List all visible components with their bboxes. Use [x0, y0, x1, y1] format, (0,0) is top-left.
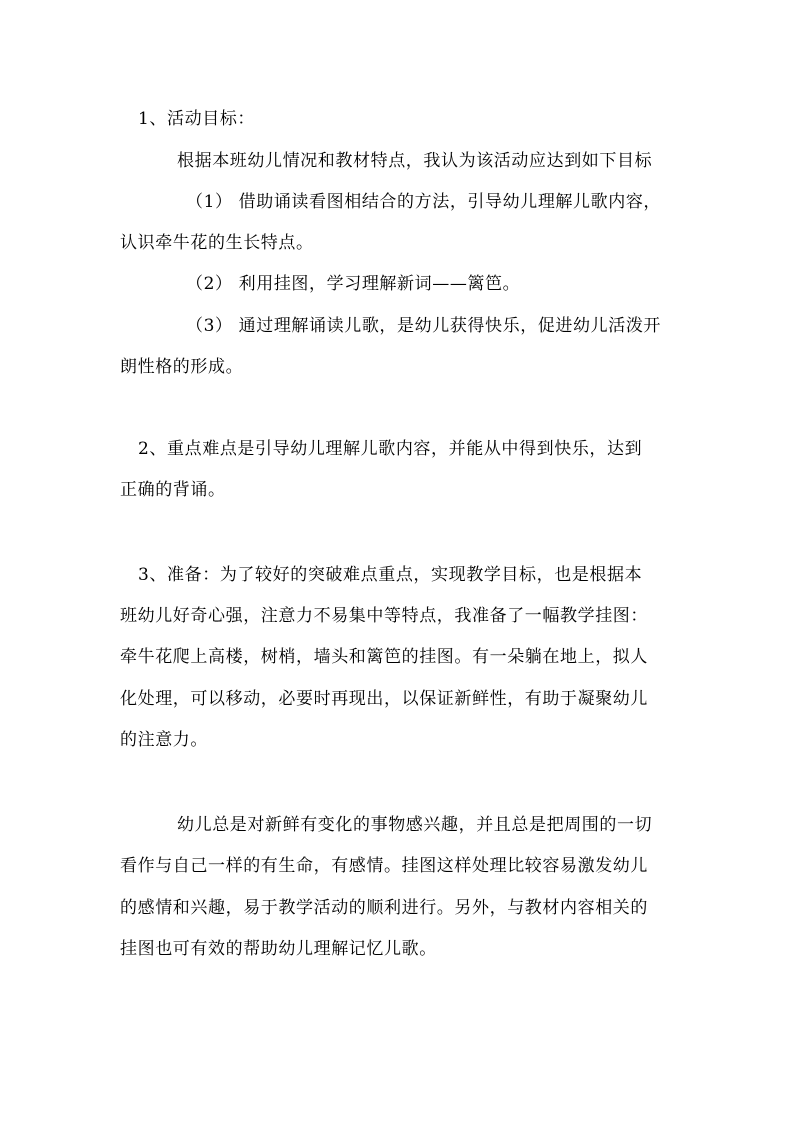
goal-1-line-1: （1） 借助诵读看图相结合的方法，引导幼儿理解儿歌内容， [186, 192, 662, 212]
goal-3-line-1: （3） 通过理解诵读儿歌，是幼儿获得快乐，促进幼儿活泼开 [186, 316, 662, 336]
paragraph-4-line-4: 挂图也可有效的帮助幼儿理解记忆儿歌。 [120, 939, 437, 959]
section-2-line-1: 2、重点难点是引导幼儿理解儿歌内容，并能从中得到快乐，达到 [138, 439, 643, 459]
section-3-line-4: 化处理，可以移动，必要时再现出，以保证新鲜性，有助于凝聚幼儿 [120, 689, 648, 709]
section-3-line-2: 班幼儿好奇心强，注意力不易集中等特点，我准备了一幅教学挂图： [120, 606, 648, 626]
section-3-line-5: 的注意力。 [120, 730, 208, 750]
paragraph-4-line-2: 看作与自己一样的有生命，有感情。挂图这样处理比较容易激发幼儿 [120, 856, 648, 876]
goal-3-line-2: 朗性格的形成。 [120, 357, 244, 377]
paragraph-4-line-1: 幼儿总是对新鲜有变化的事物感兴趣，并且总是把周围的一切 [177, 815, 653, 835]
section-3-line-3: 牵牛花爬上高楼，树梢，墙头和篱笆的挂图。有一朵躺在地上，拟人 [120, 647, 648, 667]
section-1-heading: 1、活动目标： [138, 109, 256, 129]
goal-2: （2） 利用挂图，学习理解新词——篱笆。 [186, 274, 521, 294]
section-3-line-1: 3、准备：为了较好的突破难点重点，实现教学目标，也是根据本 [138, 565, 643, 585]
section-1-intro: 根据本班幼儿情况和教材特点，我认为该活动应达到如下目标 [177, 151, 653, 171]
paragraph-4-line-3: 的感情和兴趣，易于教学活动的顺利进行。另外，与教材内容相关的 [120, 898, 648, 918]
goal-1-line-2: 认识牵牛花的生长特点。 [120, 233, 314, 253]
section-2-line-2: 正确的背诵。 [120, 480, 226, 500]
